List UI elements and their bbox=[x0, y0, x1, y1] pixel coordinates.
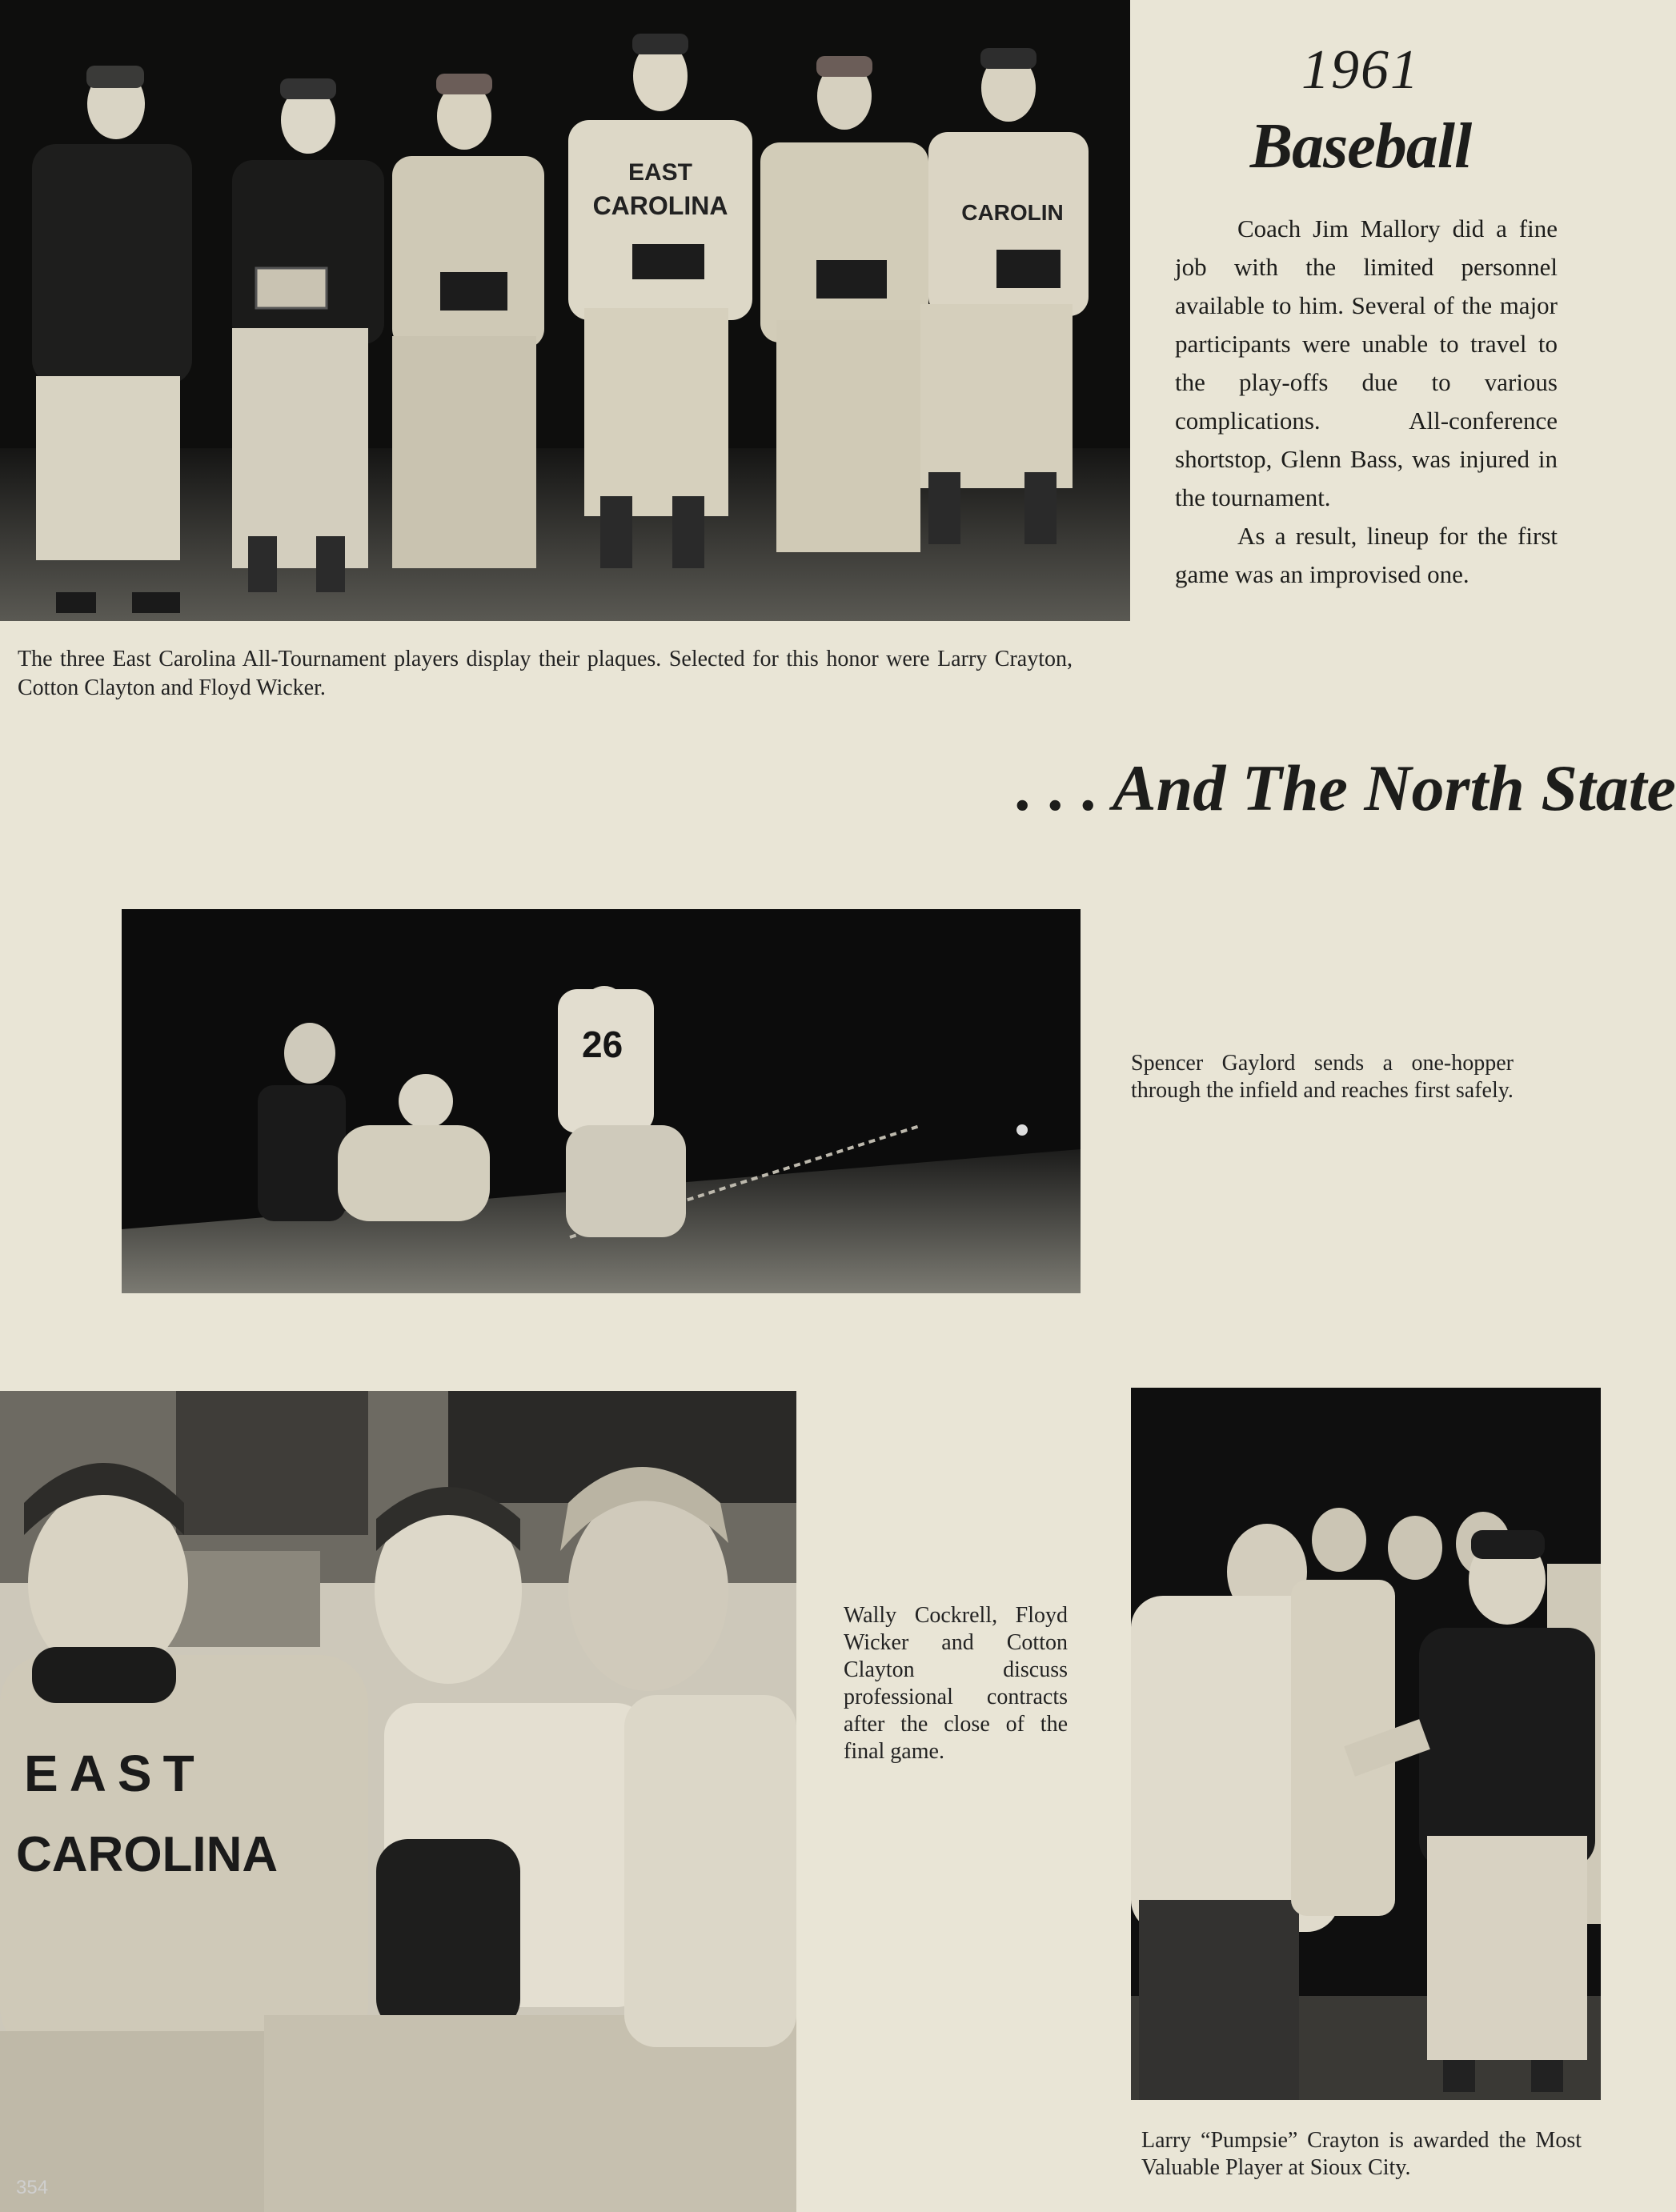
clubhouse-jersey-bottom: CAROLINA bbox=[16, 1827, 279, 1882]
jersey-text-top: EAST bbox=[627, 159, 693, 186]
story-text bbox=[1175, 210, 1558, 594]
svg-text:CAROLINA: CAROLINA bbox=[592, 191, 728, 220]
caption-mvp-award: Larry “Pumpsie” Crayton is awarded the Most Valuable Player at Sioux City. bbox=[1141, 2128, 1582, 2180]
photo-clubhouse-players bbox=[0, 1391, 796, 2212]
caption-batting-play: Spencer Gaylord sends a one-hopper through the infield and reaches first safely. bbox=[1131, 1051, 1514, 1103]
svg-text:CAROLIN: CAROLIN bbox=[961, 200, 1064, 225]
jersey-number: 26 bbox=[582, 1024, 623, 1065]
page-title-sport: Baseball bbox=[1249, 111, 1472, 182]
photo-batting-play bbox=[122, 909, 1081, 1293]
clubhouse-jersey-top: EAST bbox=[24, 1745, 206, 1802]
page-title-year: 1961 bbox=[1301, 39, 1420, 101]
section-headline: . . . And The North State bbox=[1016, 751, 1676, 824]
page-number: 354 bbox=[16, 2177, 49, 2198]
story-paragraph: Coach Jim Mallory did a fine job with the limited personnel available to him. Several of the major participants were unable to travel to the play-offs due to various complications. All-conference shortstop, Glenn Bass, was injured in the tournament. bbox=[1175, 214, 1558, 511]
photo-mvp-award bbox=[1131, 1388, 1601, 2100]
photo-award-illustration bbox=[1131, 1388, 1601, 2100]
photo-batting-illustration bbox=[122, 909, 1081, 1293]
photo-clubhouse-illustration bbox=[0, 1391, 796, 2212]
caption-all-tournament-players: The three East Carolina All-Tournament players display their plaques. Selected for this honor were Larry Crayton, Cotton Clayton and Floyd Wicker. bbox=[18, 647, 1073, 700]
story-paragraph: As a result, lineup for the first game was an improvised one. bbox=[1175, 522, 1558, 588]
caption-clubhouse: Wally Cockrell, Floyd Wicker and Cotton Clayton discuss professional contracts after the close of the final game. bbox=[844, 1603, 1068, 1764]
photo-players-illustration bbox=[0, 0, 1130, 621]
photo-all-tournament-players bbox=[0, 0, 1130, 621]
